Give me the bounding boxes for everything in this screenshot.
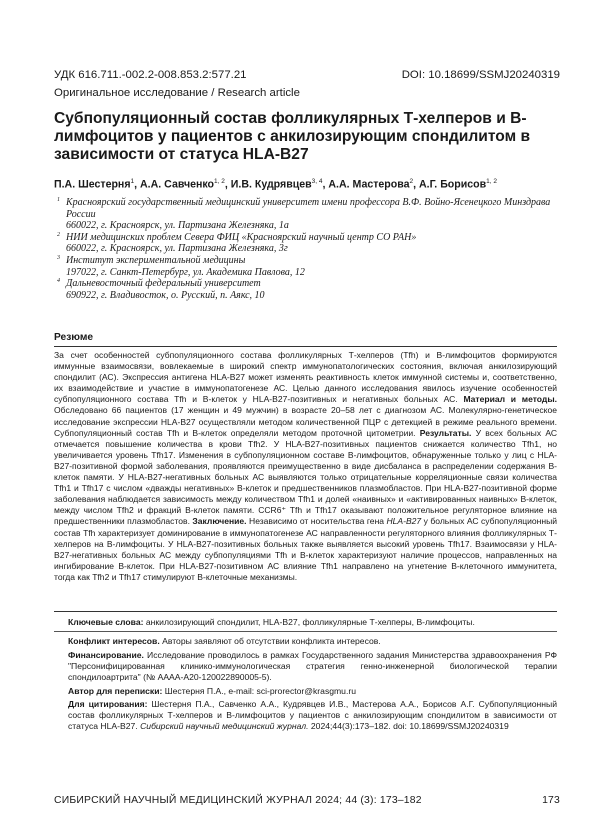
author-name: П.А. Шестерня <box>54 178 131 191</box>
affiliation <box>54 255 554 278</box>
keywords-text: анкилозирующий спондилит, HLA-B27, фолликулярные Т-хелперы, В-лимфоциты. <box>145 617 475 627</box>
abstract-conclusion-post: у больных АС субпопуляционный состав Tfh характеризует доминирование в иммунопатогенезе АС направленности регуляторного влияния фолликулярных Т-хелперов на В-лимфоциты. У HLA-B27-позитивных больных также выявляется высокий уровень Tfh17. Взаимосвязи у HLA-B27-негативных больных АС между субпопуляциями Tfh и В-клеток характеризуют наличие процессов, направленных на ингибирование В-клеток. При HLA-B27-позитивном АС влияние Tfh1 направлено на угнетение В-клеточного иммунитета, тогда как Tfh2 и Tfh17 стимулируют В-клеточные механизмы. <box>54 516 558 582</box>
author-affil-sup: 1, 2 <box>214 178 225 185</box>
author-name: А.А. Савченко <box>140 178 215 191</box>
author-name: И.В. Кудрявцев <box>230 178 312 191</box>
affiliation-address: 660022, г. Красноярск, ул. Партизана Железняка, 3г <box>66 243 288 255</box>
author-affil-sup: 1, 2 <box>486 178 497 185</box>
author-list: П.А. Шестерня$^1$, А.А. Савченко$^{1, 2}$, И.В. Кудрявцев$^{3, 4}$, А.А. Мастерова$^2$, А.Г. Борисов$^{1, 2}$ <box>54 178 497 191</box>
affiliation <box>54 232 554 255</box>
funding-label: Финансирование. <box>68 650 144 660</box>
header-line <box>54 69 560 81</box>
affiliation-number: 3 <box>57 254 60 261</box>
funding <box>54 650 557 683</box>
conflict-of-interest <box>54 636 557 647</box>
conflict-label: Конфликт интересов. <box>68 636 160 646</box>
keywords-divider <box>54 631 557 632</box>
author-name: А.Г. Борисов <box>419 178 487 191</box>
results-label: Результаты. <box>419 427 472 438</box>
citation-text: Шестерня П.А., Савченко А.А., Кудрявцев И.В., Мастерова А.А., Борисов А.Г. Субпопуляционный состав фолликулярных Т-хелперов и В-лимфоцитов у пациентов с анкилозирующим спондилитом в зависимости от статуса HLA-B27. <box>68 699 558 731</box>
author-name: А.А. Мастерова <box>328 178 410 191</box>
article-title: Субпопуляционный состав фолликулярных Т-хелперов и В-лимфоцитов у пациентов с анкилозирующим спондилитом в зависимости от статуса HLA-B27 <box>54 110 531 163</box>
affiliations <box>54 197 554 301</box>
abstract-intro: За счет особенностей субпопуляционного состава фолликулярных Т-хелперов (Tfh) и В-лимфоцитов формируются иммунные взаимосвязи, вовлекаемые в широкий спектр иммунопатологических состояния, включая анкилозирующий спондилит (АС). Экспрессия антигена HLA-B27 может изменять реактивность клеток иммунной системы и, соответственно, их взаимодействие и участие в иммунопатогенезе АС. Целью данного исследования явилось изучение особенностей субпопуляционного состава Tfh и В-клеток у HLA-B27-позитивных и негативных больных АС. <box>54 350 557 405</box>
keywords <box>54 617 557 627</box>
affiliation-number: 4 <box>57 278 60 285</box>
gene-name: HLA-B27 <box>386 516 422 527</box>
udk-code: УДК 616.711.-002.2-008.853.2:577.21 <box>54 69 247 81</box>
affiliation-org: Красноярский государственный медицинский университет имени профессора В.Ф. Войно-Ясенецкого Минздрава России <box>66 197 551 220</box>
correspondence <box>54 686 557 697</box>
footer-journal: СИБИРСКИЙ НАУЧНЫЙ МЕДИЦИНСКИЙ ЖУРНАЛ 2024; 44 (3): 173–182 <box>54 795 422 806</box>
funding-text: Исследование проводилось в рамках Государственного задания Министерства здравоохранения РФ "Персонифицированная клинико-иммунологическая стратегия генно-инженерной биологической терапии спондилоартрита" (№ АААА-А20-120022890005-5). <box>68 650 557 682</box>
affiliation <box>54 278 554 301</box>
affiliation-address: 690922, г. Владивосток, о. Русский, п. Аякс, 10 <box>66 289 265 301</box>
citation-journal: Сибирский научный медицинский журнал. <box>140 721 309 731</box>
citation-tail: 2024;44(3):173–182. doi: 10.18699/SSMJ20240319 <box>310 721 509 731</box>
keywords-label: Ключевые слова: <box>68 617 144 627</box>
abstract-conclusion-pre: Независимо от носительства гена <box>249 516 387 527</box>
correspondence-label: Автор для переписки: <box>68 686 163 696</box>
affiliation-number: 1 <box>57 197 60 203</box>
doi[interactable]: DOI: 10.18699/SSMJ20240319 <box>401 69 560 81</box>
correspondence-text[interactable]: Шестерня П.А., e-mail: sci-prorector@krasgmu.ru <box>164 686 356 696</box>
citation-label: Для цитирования: <box>68 699 148 709</box>
page-number: 173 <box>542 795 560 806</box>
abstract-body <box>54 346 557 612</box>
conflict-text: Авторы заявляют об отсутствии конфликта интересов. <box>162 636 381 646</box>
affiliation-address: 197022, г. Санкт-Петербург, ул. Академика Павлова, 12 <box>66 266 305 278</box>
author-affil-sup: 1 <box>130 178 135 185</box>
citation <box>54 699 557 732</box>
abstract-results: У всех больных АС отмечается повышение количества в крови Tfh2. У HLA-B27-позитивных пациентов снижается количество Tfh1, но увеличивается уровень Tfh17. Изменения в субпопуляционном составе В-лимфоцитов, обнаруженные только у лиц с HLA-B27-позитивной формой заболевания, проявляются преимущественно в виде дисбаланса в распределении содержания В-клеток памяти. У HLA-B27-негативных больных АС выявляются только отрицательные корреляционные связи количества Tfh1 и Tfh17 с числом «дважды негативных» В-клеток и предшественников плазмобластов. При HLA-B27-позитивной форме заболевания наблюдается зависимость между количеством Tfh1 и долей «наивных» и «активированных наивных» В-клеток, между числом Tfh2 и фракций В-клеток памяти. CCR6⁺ Tfh и Tfh17 оказывают положительное регуляторное влияние на предшественники плазмобластов. <box>54 427 558 527</box>
affiliation-address: 660022, г. Красноярск, ул. Партизана Железняка, 1а <box>66 220 289 232</box>
page-footer <box>54 795 560 806</box>
abstract-heading: Резюме <box>54 332 94 343</box>
author-affil-sup: 3, 4 <box>311 178 323 185</box>
affiliation-org: Институт экспериментальной медицины <box>66 254 246 266</box>
article-type: Оригинальное исследование / Research article <box>54 87 300 99</box>
affiliation-number: 2 <box>57 231 60 238</box>
affiliation-org: НИИ медицинских проблем Севера ФИЦ «Красноярский научный центр СО РАН» <box>66 231 417 243</box>
abstract-methods: Обследовано 66 пациентов (17 женщин и 49 мужчин) в возрасте 20–58 лет с диагнозом АС. Молекулярно-генетическое исследование экспрессии HLA-B27 осуществляли методом количественной ПЦР с детекцией в режиме реального времени. Субпопуляционный состав Tfh и В-клеток определяли методом проточной цитометрии. <box>54 405 557 438</box>
conclusion-label: Заключение. <box>192 516 247 527</box>
methods-label: Материал и методы. <box>463 394 557 405</box>
affiliation-org: Дальневосточный федеральный университет <box>66 278 261 290</box>
author-affil-sup: 2 <box>409 178 414 185</box>
affiliation <box>54 197 554 232</box>
